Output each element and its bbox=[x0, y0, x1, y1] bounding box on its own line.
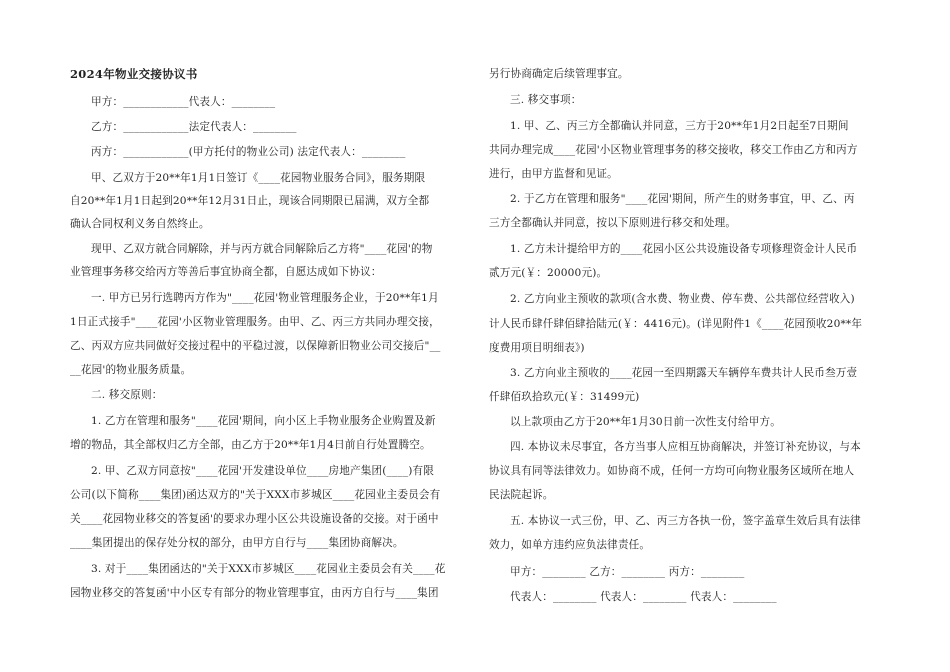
paragraph-line: 五. 本协议一式三份，甲、乙、丙三方各执一份，签字盖章生效后具有法律 bbox=[510, 515, 861, 527]
section-heading: 二. 移交原则： bbox=[91, 389, 163, 401]
paragraph-line: ____集团提出的保存处分权的部分，由甲方自行与____集团协商解决。 bbox=[70, 537, 404, 549]
paragraph-line: 公司(以下简称____集团)函达双方的"关于XXX市芗城区____花园业主委员会有 bbox=[70, 489, 441, 501]
paragraph-line: 2. 乙方向业主预收的款项(含水费、物业费、停车费、公共部位经营收入) bbox=[510, 293, 855, 305]
paragraph-line: 四. 本协议未尽事宜，各方当事人应相互协商解决，并签订补充协议，与本 bbox=[510, 441, 861, 453]
paragraph-line: 自20**年1月1日起到20**年12月31日止，现该合同期限已届满，双方全都 bbox=[70, 195, 430, 207]
paragraph-line: 民法院起诉。 bbox=[489, 489, 554, 501]
section-heading: 三. 移交事项： bbox=[510, 94, 582, 106]
paragraph-line: 共同办理完成____花园'小区物业管理事务的移交接收，移交工作由乙方和丙方 bbox=[489, 144, 858, 156]
paragraph-line: 仟肆佰玖拾玖元(￥：31499元) bbox=[489, 391, 640, 403]
paragraph-line: 进行，由甲方监督和见证。 bbox=[489, 168, 618, 180]
paragraph-line: 确认合同权利义务自然终止。 bbox=[70, 218, 210, 230]
paragraph-line: 1. 乙方未计提给甲方的____花园小区公共设施设备专项修理资金计人民币 bbox=[510, 243, 858, 255]
paragraph-line: 3. 乙方向业主预收的____花园一至四期露天车辆停车费共计人民币叁万壹 bbox=[510, 367, 858, 379]
paragraph-line: 计人民币肆仟肆佰肆拾陆元(￥：4416元)。(详见附件1《____花园预收20**年 bbox=[489, 318, 863, 330]
paragraph-line: 贰万元(￥：20000元)。 bbox=[489, 267, 608, 279]
paragraph-line: 园物业移交的答复函'中小区专有部分的物业管理事宜，由丙方自行与____集团 bbox=[70, 587, 439, 599]
paragraph-line: 1. 甲、乙、丙三方全都确认并同意，三方于20**年1月2日起至7日期间 bbox=[510, 120, 849, 132]
paragraph-line: 现甲、乙双方就合同解除，并与丙方就合同解除后乙方将"____花园'的物 bbox=[91, 243, 433, 255]
signature-representatives-line: 代表人：________ 代表人：________ 代表人：________ bbox=[510, 591, 777, 603]
paragraph-line: 另行协商确定后续管理事宜。 bbox=[489, 68, 629, 80]
paragraph-line: 增的物品，其全部权归乙方全部，由乙方于20**年1月4日前自行处置腾空。 bbox=[70, 439, 431, 451]
party-b-line: 乙方：____________法定代表人：________ bbox=[91, 121, 297, 133]
paragraph-line: 1日正式接手"____花园'小区物业管理服务。由甲、乙、丙三方共同办理交接， bbox=[70, 316, 440, 328]
paragraph-line: 甲、乙双方于20**年1月1日签订《____花园物业服务合同》，服务期限 bbox=[91, 172, 426, 184]
paragraph-line: 2. 甲、乙双方同意按"____花园'开发建设单位____房地产集团(____)有限 bbox=[91, 465, 435, 477]
paragraph-line: 以上款项由乙方于20**年1月30日前一次性支付给甲方。 bbox=[510, 416, 781, 428]
signature-parties-line: 甲方：________ 乙方：________ 丙方：________ bbox=[510, 566, 745, 578]
paragraph-line: 乙、丙双方应共同做好交接过程中的平稳过渡，以保障新旧物业公司交接后"__ bbox=[70, 340, 441, 352]
party-a-line: 甲方：____________代表人：________ bbox=[91, 96, 276, 108]
paragraph-line: 业管理事务移交给丙方等善后事宜协商全都，自愿达成如下协议： bbox=[70, 266, 382, 278]
document-title: 2024年物业交接协议书 bbox=[70, 67, 198, 81]
paragraph-line: 度费用项目明细表》) bbox=[489, 342, 585, 354]
paragraph-line: 2. 于乙方在管理和服务"____花园'期间，所产生的财务事宜，甲、乙、丙 bbox=[510, 193, 855, 205]
paragraph-line: 关____花园物业移交的答复函'的要求办理小区公共设施设备的交接。对于函中 bbox=[70, 513, 439, 525]
paragraph-line: __花园'的物业服务质量。 bbox=[70, 364, 192, 376]
paragraph-line: 1. 乙方在管理和服务"____花园'期间，向小区上手物业服务企业购置及新 bbox=[91, 415, 436, 427]
paragraph-line: 效力，如单方违约应负法律责任。 bbox=[489, 539, 651, 551]
party-c-line: 丙方：____________(甲方托付的物业公司) 法定代表人：________ bbox=[91, 146, 406, 158]
paragraph-line: 一. 甲方已另行选聘丙方作为"____花园'物业管理服务企业，于20**年1月 bbox=[91, 292, 439, 304]
paragraph-line: 三方全都确认并同意，按以下原则进行移交和处理。 bbox=[489, 217, 737, 229]
paragraph-line: 3. 对于____集团函达的"关于XXX市芗城区____花园业主委员会有关____花 bbox=[91, 563, 446, 575]
paragraph-line: 协议具有同等法律效力。如协商不成，任何一方均可向物业服务区域所在地人 bbox=[489, 465, 855, 477]
